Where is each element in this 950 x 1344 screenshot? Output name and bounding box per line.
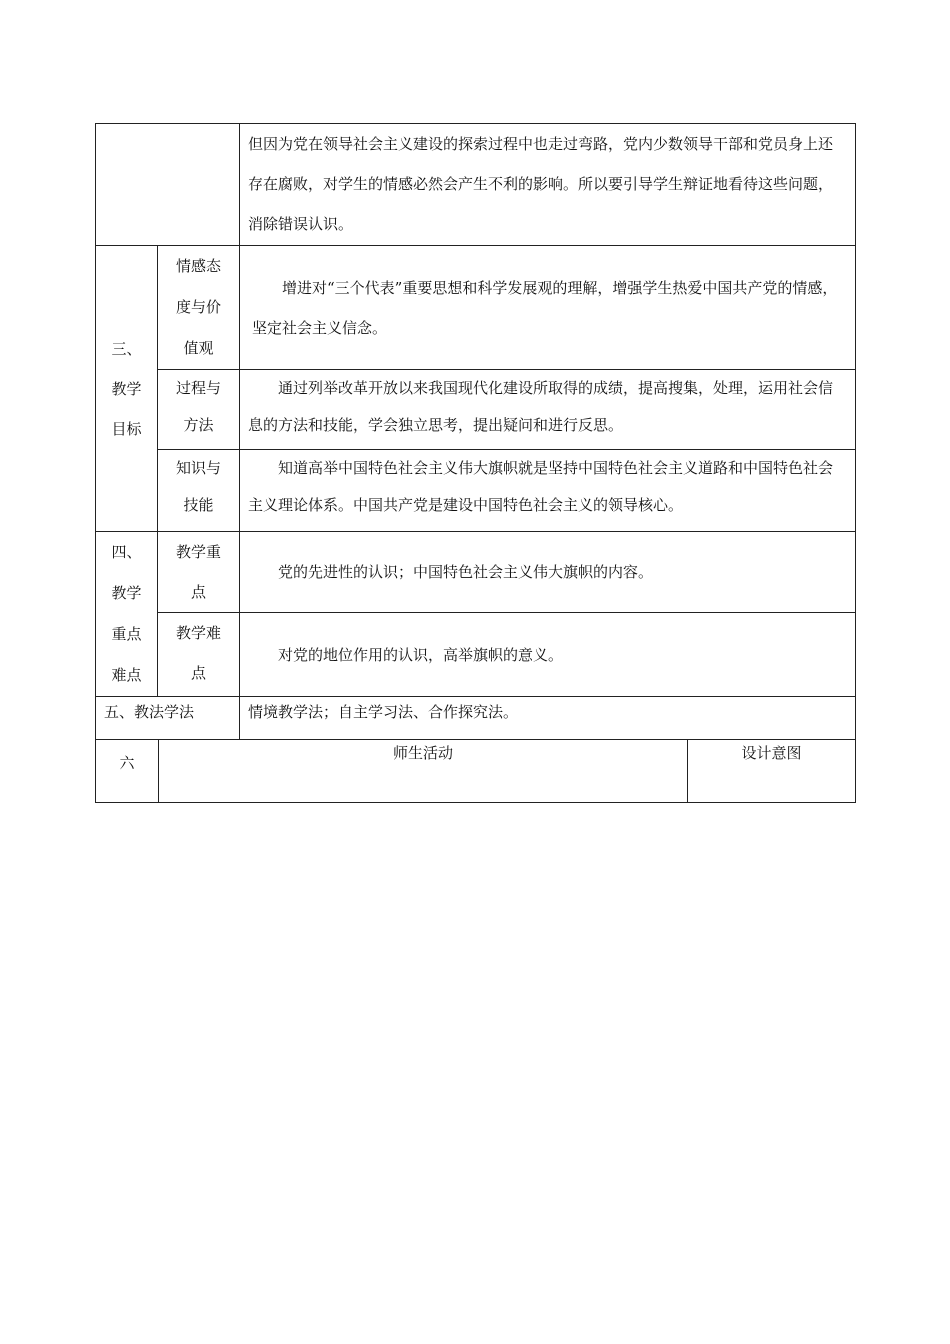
focus-label-line: 教学难 (175, 624, 221, 643)
goal-label-attitude (158, 246, 240, 370)
focus-row-difficulty (96, 613, 856, 697)
goal-row-process (96, 370, 856, 450)
goal-label-process (158, 370, 240, 450)
goal-label-line: 值观 (183, 339, 214, 357)
focus-label-line: 难点 (111, 666, 142, 684)
goal-label-line: 情感态 (175, 257, 221, 275)
goals-section-label (96, 246, 158, 532)
goal-label-line: 度与价 (175, 298, 221, 316)
goal-label-line: 方法 (183, 416, 214, 434)
goal-text-knowledge: 知道高举中国特色社会主义伟大旗帜就是坚持中国特色社会主义道路和中国特色社会主义理论体系。中国共产党是建设中国特色社会主义的领导核心。 (240, 450, 856, 532)
methods-label: 五、教法学法 (96, 697, 240, 740)
intro-text: 但因为党在领导社会主义建设的探索过程中也走过弯路，党内少数领导干部和党员身上还存在腐败，对学生的情感必然会产生不利的影响。所以要引导学生辩证地看待这些问题，消除错误认识。 (240, 124, 856, 246)
goal-label-line: 过程与 (175, 379, 221, 397)
activity-column-header: 师生活动 (159, 740, 688, 802)
focus-text-difficulty: 对党的地位作用的认识，高举旗帜的意义。 (240, 613, 856, 697)
goals-label-line: 教学 (111, 379, 142, 398)
focus-label-line: 重点 (111, 625, 142, 643)
focus-row-key (96, 532, 856, 613)
focus-label-difficulty (158, 613, 240, 697)
focus-label-key (158, 532, 240, 613)
goal-text-attitude: 增进对“三个代表”重要思想和科学发展观的理解，增强学生热爱中国共产党的情感，坚定社会主义信念。 (240, 246, 856, 370)
goals-label-line: 三、 (111, 339, 142, 358)
methods-row (96, 697, 856, 740)
focus-label-line: 四、 (111, 543, 142, 561)
focus-label-line: 教学 (111, 584, 142, 602)
intent-column-header: 设计意图 (688, 740, 856, 802)
goal-label-knowledge (158, 450, 240, 532)
goals-label-line: 目标 (111, 419, 142, 438)
goal-text-process: 通过列举改革开放以来我国现代化建设所取得的成绩，提高搜集，处理，运用社会信息的方法和技能，学会独立思考，提出疑问和进行反思。 (240, 370, 856, 450)
focus-label-line: 点 (190, 583, 206, 601)
intro-label-cell (96, 124, 240, 246)
goal-label-line: 技能 (183, 496, 214, 514)
focus-label-line: 教学重 (175, 543, 221, 561)
lesson-plan-page (95, 123, 855, 803)
focus-label-line: 点 (190, 664, 206, 683)
goal-row-knowledge (96, 450, 856, 532)
activity-section-label: 六 (96, 740, 159, 802)
methods-text: 情境教学法；自主学习法、合作探究法。 (240, 697, 856, 740)
activity-header-row (96, 740, 856, 802)
activity-table (95, 740, 856, 803)
goal-label-line: 知识与 (175, 459, 221, 477)
intro-row (96, 124, 856, 246)
focus-text-key: 党的先进性的认识；中国特色社会主义伟大旗帜的内容。 (240, 532, 856, 613)
focus-section-label (96, 532, 158, 697)
goal-row-attitude (96, 246, 856, 370)
lesson-plan-table (95, 123, 856, 740)
